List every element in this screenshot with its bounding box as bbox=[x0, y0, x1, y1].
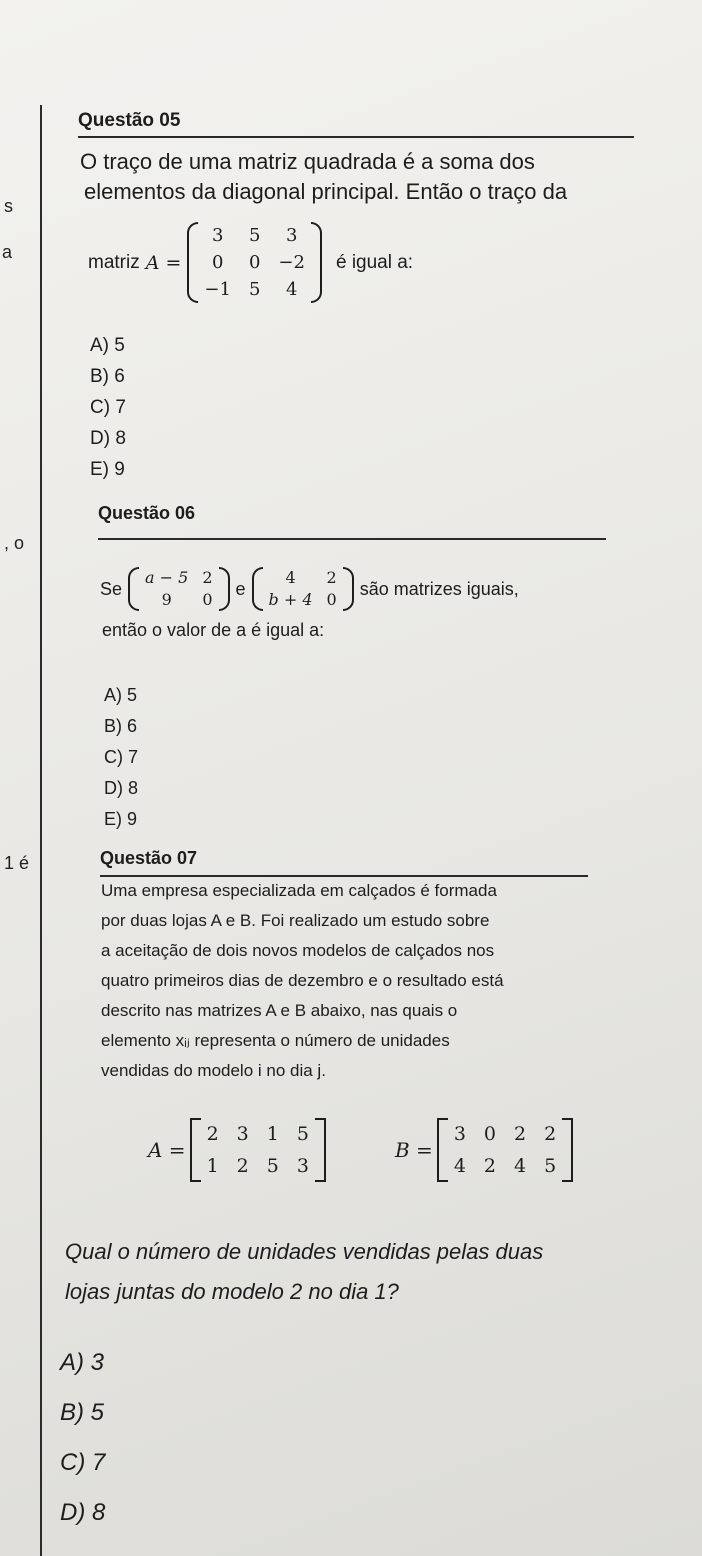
matrix-cell: 2 bbox=[544, 1123, 557, 1145]
text-line: elementos da diagonal principal. Então o traço da bbox=[84, 179, 568, 204]
matrix-cell: 3 bbox=[285, 225, 298, 246]
text-line: Uma empresa especializada em calçados é formada bbox=[101, 881, 497, 900]
title-underline bbox=[78, 136, 634, 138]
option-a[interactable]: A) 5 bbox=[104, 685, 138, 705]
question-title: Questão 05 bbox=[78, 110, 181, 131]
statement-suffix: são matrizes iguais, bbox=[359, 578, 519, 599]
matrix-cell: b + 4 bbox=[268, 590, 313, 609]
margin-mark: a bbox=[2, 242, 13, 262]
matrix-cell: 2 bbox=[206, 1123, 219, 1145]
margin-mark: 1 é bbox=[4, 853, 30, 873]
margin-mark: , o bbox=[4, 533, 25, 553]
matrix-cell: 3 bbox=[453, 1123, 466, 1145]
matrix-cell: 0 bbox=[248, 252, 261, 273]
matrix-cell: 2 bbox=[514, 1123, 527, 1145]
matrix-cell: 5 bbox=[248, 225, 261, 246]
title-underline bbox=[98, 538, 606, 540]
matrix-name: B = bbox=[395, 1138, 433, 1162]
matrix-cell: 3 bbox=[211, 225, 224, 246]
option-c[interactable]: C) 7 bbox=[90, 397, 126, 418]
question-07-ask bbox=[65, 1232, 695, 1312]
question-05 bbox=[78, 110, 634, 138]
text-line: O traço de uma matriz quadrada é a soma dos bbox=[80, 149, 535, 174]
matrix-1 bbox=[128, 567, 229, 611]
text-line: descrito nas matrizes A e B abaixo, nas quais o bbox=[101, 1001, 458, 1020]
option-b[interactable]: B) 6 bbox=[90, 366, 125, 387]
question-07-options bbox=[60, 1338, 105, 1538]
option-a[interactable]: A) 3 bbox=[60, 1349, 105, 1376]
matrix-cell: 0 bbox=[483, 1123, 496, 1145]
option-a[interactable]: A) 5 bbox=[90, 335, 125, 356]
matrix-cell: 5 bbox=[544, 1155, 557, 1177]
question-07-text bbox=[101, 876, 601, 1086]
margin-line bbox=[40, 105, 42, 1556]
matrix-cell: 2 bbox=[236, 1155, 249, 1177]
margin-mark: s bbox=[4, 196, 13, 216]
matrix-cell: −2 bbox=[278, 252, 305, 273]
question-06-line2: então o valor de a é igual a: bbox=[102, 620, 325, 640]
matrix-cell: 4 bbox=[285, 568, 296, 587]
matrix-cell: 0 bbox=[202, 590, 213, 609]
question-06 bbox=[98, 503, 606, 540]
matrix-cell: 4 bbox=[285, 279, 298, 300]
matrix-2 bbox=[252, 567, 354, 611]
question-07-matrix-b bbox=[395, 1118, 573, 1182]
matrix-cell: 2 bbox=[326, 568, 337, 587]
matrix-name: A = bbox=[148, 1138, 186, 1162]
question-05-options bbox=[90, 330, 126, 485]
matrix-cell: 2 bbox=[483, 1155, 496, 1177]
question-title: Questão 06 bbox=[98, 503, 196, 523]
matrix-cell: a − 5 bbox=[145, 568, 189, 587]
question-05-text bbox=[80, 147, 640, 207]
matrix-cell: 9 bbox=[161, 590, 172, 609]
question-07-matrix-a bbox=[148, 1118, 326, 1182]
question-06-options bbox=[104, 680, 138, 835]
matrix-cell: 5 bbox=[248, 279, 261, 300]
text-line: vendidas do modelo i no dia j. bbox=[101, 1061, 326, 1080]
matrix-cell: 5 bbox=[296, 1123, 309, 1145]
matrix-cell: 2 bbox=[202, 568, 213, 587]
option-c[interactable]: C) 7 bbox=[104, 747, 139, 767]
question-line: Qual o número de unidades vendidas pelas duas bbox=[65, 1239, 544, 1264]
text-line: elemento xᵢⱼ representa o número de unidades bbox=[101, 1031, 450, 1050]
option-d[interactable]: D) 8 bbox=[90, 428, 126, 449]
option-c[interactable]: C) 7 bbox=[60, 1449, 106, 1476]
matrix-cell: 4 bbox=[453, 1155, 466, 1177]
question-title: Questão 07 bbox=[100, 848, 198, 868]
option-d[interactable]: D) 8 bbox=[104, 778, 139, 798]
matrix-cell: 1 bbox=[266, 1123, 279, 1145]
matrix-name: A = bbox=[145, 251, 182, 274]
question-06-statement bbox=[100, 567, 519, 611]
option-e[interactable]: E) 9 bbox=[104, 809, 138, 829]
matrix-a bbox=[187, 222, 322, 303]
option-e[interactable]: E) 9 bbox=[90, 459, 125, 480]
matrix-prefix: matriz bbox=[88, 251, 140, 273]
option-d[interactable]: D) 8 bbox=[60, 1499, 106, 1526]
matrix-suffix: é igual a: bbox=[335, 251, 414, 273]
statement-prefix: Se bbox=[100, 578, 123, 599]
matrix-cell: 5 bbox=[266, 1155, 279, 1177]
text-line: a aceitação de dois novos modelos de calçados nos bbox=[101, 941, 495, 960]
matrix-cell: 4 bbox=[514, 1155, 527, 1177]
option-b[interactable]: B) 5 bbox=[60, 1399, 105, 1426]
matrix-cell: −1 bbox=[204, 279, 231, 300]
question-07 bbox=[100, 848, 588, 877]
matrix-cell: 0 bbox=[211, 252, 224, 273]
text-line: quatro primeiros dias de dezembro e o resultado está bbox=[101, 971, 504, 990]
text-line: por duas lojas A e B. Foi realizado um estudo sobre bbox=[101, 911, 490, 930]
matrix-cell: 0 bbox=[326, 590, 337, 609]
matrix-cell: 3 bbox=[296, 1155, 309, 1177]
matrix-cell: 3 bbox=[236, 1123, 249, 1145]
question-05-matrix-line bbox=[88, 222, 413, 303]
statement-connector: e bbox=[235, 578, 246, 599]
question-line: lojas juntas do modelo 2 no dia 1? bbox=[65, 1279, 399, 1304]
matrix-cell: 1 bbox=[206, 1155, 219, 1177]
option-b[interactable]: B) 6 bbox=[104, 716, 138, 736]
